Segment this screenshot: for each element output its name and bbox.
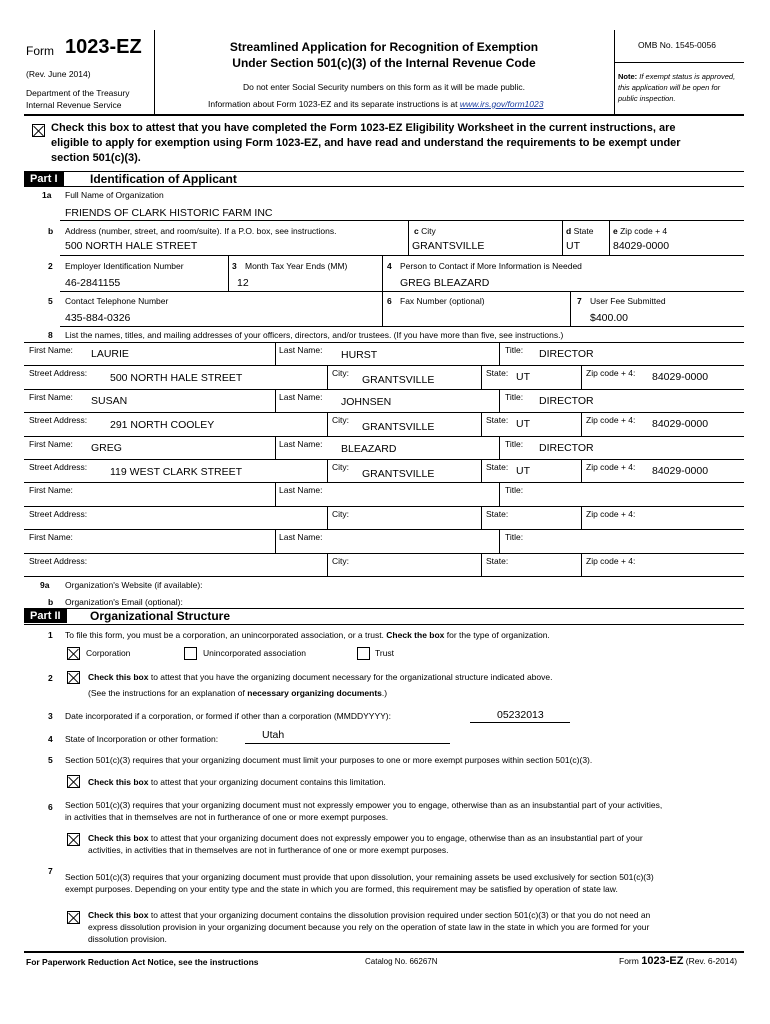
officer-title-field[interactable]: DIRECTOR (539, 348, 594, 360)
line-8-number: 8 (48, 330, 53, 340)
line-9a-number: 9a (40, 580, 50, 590)
p2-line-1-number: 1 (48, 630, 53, 640)
officer-first-name-field[interactable]: GREG (91, 441, 122, 454)
officer-title-field[interactable]: DIRECTOR (539, 394, 594, 407)
officer-state-field[interactable]: UT (516, 418, 530, 431)
officer-state-label: State: (486, 368, 509, 379)
user-fee-label: User Fee Submitted (590, 296, 666, 306)
date-incorporated-label: Date incorporated if a corporation, or formed if other than a corporation (MMDDYYYY): (65, 711, 391, 721)
zip-field[interactable]: 84029-0000 (613, 240, 670, 252)
officer-first-name-label: First Name: (29, 532, 73, 543)
officer-first-name-label: First Name: (29, 345, 73, 355)
trust-label: Trust (375, 648, 395, 658)
officer-title-label: Title: (505, 438, 524, 449)
officer-state-field[interactable]: UT (516, 465, 530, 477)
officer-first-name-label: First Name: (29, 391, 73, 402)
org-type-instruction: To file this form, you must be a corporation, an unincorporated association, or a trust. Check the box for the type of organization. (65, 630, 550, 640)
officer-zip-field[interactable]: 84029-0000 (652, 465, 709, 477)
line-7-number: 7 (577, 296, 582, 306)
address-field[interactable]: 500 NORTH HALE STREET (65, 240, 198, 252)
officer-state-label: State: (486, 462, 509, 472)
part-2-tag: Part II (24, 609, 67, 623)
note-line-2: this application will be open for (618, 83, 721, 92)
tax-year-label: Month Tax Year Ends (MM) (245, 261, 348, 271)
officer-street-field[interactable]: 500 NORTH HALE STREET (110, 372, 243, 385)
phone-label: Contact Telephone Number (65, 296, 169, 306)
catalog-number: Catalog No. 66267N (365, 957, 438, 966)
officer-street-label: Street Address: (29, 368, 88, 379)
p2-line-7-number: 7 (48, 866, 53, 876)
officer-city-field[interactable]: GRANTSVILLE (362, 468, 435, 480)
address-label: Address (number, street, and room/suite). If a P.O. box, see instructions. (65, 226, 337, 236)
email-label: Organization's Email (optional): (65, 597, 183, 607)
officer-title-label: Title: (505, 532, 524, 543)
p2-line-2-number: 2 (48, 673, 53, 683)
officer-street-field[interactable]: 119 WEST CLARK STREET (110, 466, 243, 478)
tax-year-field[interactable]: 12 (237, 277, 249, 289)
state-label: d State (566, 226, 594, 236)
department-line-1: Department of the Treasury (26, 88, 130, 98)
zip-label: e Zip code + 4 (613, 226, 668, 236)
officer-title-label: Title: (505, 391, 524, 402)
officer-state-label: State: (486, 555, 509, 566)
unincorporated-association-checkbox[interactable] (184, 647, 197, 660)
officer-last-name-field[interactable]: JOHNSEN (341, 395, 392, 408)
date-incorporated-field[interactable]: 05232013 (497, 709, 544, 721)
officer-title-label: Title: (505, 345, 524, 355)
officers-label: List the names, titles, and mailing addresses of your officers, directors, and/or trustees. (If you have more than five, see instructions.) (65, 330, 564, 340)
part-1-tag: Part I (24, 172, 64, 186)
line-6-number: 6 (387, 296, 392, 306)
revision-date: (Rev. June 2014) (26, 69, 91, 79)
p2-line-4-number: 4 (48, 734, 53, 744)
line-4-number: 4 (387, 261, 392, 271)
line-3-number: 3 (232, 261, 237, 271)
officer-street-label: Street Address: (29, 415, 88, 426)
org-name-field[interactable]: FRIENDS OF CLARK HISTORIC FARM INC (65, 207, 273, 219)
contact-person-label: Person to Contact if More Information is Needed (400, 261, 582, 271)
officer-first-name-field[interactable]: SUSAN (91, 394, 128, 407)
no-empower-checkbox[interactable] (67, 833, 80, 846)
fax-label: Fax Number (optional) (400, 296, 485, 306)
p2-line-5-number: 5 (48, 755, 53, 765)
officer-city-field[interactable]: GRANTSVILLE (362, 374, 435, 387)
unincorporated-association-label: Unincorporated association (203, 648, 307, 658)
info-text: Information about Form 1023-EZ and its separate instructions is at (208, 99, 458, 109)
officer-city-label: City: (332, 415, 349, 426)
officer-city-label: City: (332, 462, 349, 472)
officer-state-field[interactable]: UT (516, 371, 530, 384)
officer-city-field[interactable]: GRANTSVILLE (362, 421, 435, 434)
website-label: Organization's Website (if available): (65, 580, 203, 590)
officer-first-name-label: First Name: (29, 485, 73, 496)
footer-form-id: Form 1023-EZ (Rev. 6-2014) (619, 955, 738, 967)
line-5-number: 5 (48, 296, 53, 306)
form-title-line-1: Streamlined Application for Recognition of Exemption (229, 40, 539, 54)
officer-city-label: City: (332, 368, 349, 379)
officer-last-name-label: Last Name: (279, 485, 323, 496)
department-line-2: Internal Revenue Service (26, 100, 122, 110)
officer-title-field[interactable]: DIRECTOR (539, 441, 594, 454)
state-field[interactable]: UT (566, 240, 580, 252)
state-of-incorporation-label: State of Incorporation or other formation: (65, 734, 219, 744)
purpose-requirement-text: Section 501(c)(3) requires that your organizing document must limit your purposes to one or more exempt purposes within section 501(c)(3). (65, 755, 593, 765)
email-field[interactable] (200, 594, 740, 608)
fax-field[interactable] (400, 308, 565, 324)
city-field[interactable]: GRANTSVILLE (412, 240, 485, 252)
officer-zip-label: Zip code + 4: (586, 368, 636, 379)
officer-last-name-label: Last Name: (279, 391, 323, 402)
empower-requirement-text: Section 501(c)(3) requires that your organizing document must not expressly empower you to engage, otherwise than as an insubstantial part of your activities, in activities that in themselves are not in furtherance of one or more exempt purposes. (65, 800, 663, 822)
officer-first-name-field[interactable]: LAURIE (91, 348, 129, 360)
part-1-title: Identification of Applicant (90, 172, 237, 186)
officer-zip-field[interactable]: 84029-0000 (652, 371, 709, 384)
line-1a-number: 1a (42, 190, 52, 200)
note-line-1: If exempt status is approved, (639, 72, 736, 81)
trust-checkbox[interactable] (357, 647, 370, 660)
line-1b-number: b (48, 226, 54, 236)
officer-street-field[interactable]: 291 NORTH COOLEY (110, 419, 215, 432)
ein-field[interactable]: 46-2841155 (65, 277, 121, 289)
ssn-notice: Do not enter Social Security numbers on this form as it will be made public. (242, 82, 526, 92)
officer-state-label: State: (486, 415, 509, 426)
dissolution-requirement-text: Section 501(c)(3) requires that your organizing document must provide that upon dissolution, your remaining assets be used exclusively for section 501(c)(3) exempt purposes. Depending on your entity type and the state in which you are formed, this requirement may be satisfied by operation of state law. (65, 872, 654, 894)
officer-city-label: City: (332, 555, 349, 566)
no-empower-text: Check this box to attest that your organizing document does not expressly empower you to engage, otherwise than as an insubstantial part of your activities, in activities that in themselves are not in furtherance of one or more exempt purposes. (88, 833, 643, 855)
officer-title-label: Title: (505, 485, 524, 496)
form-number: 1023-EZ (65, 36, 142, 58)
city-label: c City (414, 226, 436, 236)
eligibility-attest-text: Check this box to attest that you have completed the Form 1023-EZ Eligibility Worksheet in the current instructions, are eligible to apply for exemption using Form 1023-EZ, and have read and understand the requirements to be exempt under section 501(c)(3). (51, 122, 681, 164)
form-label: Form (26, 44, 54, 58)
info-link[interactable]: www.irs.gov/form1023 (459, 99, 544, 109)
purpose-limitation-text: Check this box to attest that your organizing document contains this limitation. (88, 777, 386, 787)
officer-state-label: State: (486, 508, 509, 519)
officer-last-name-label: Last Name: (279, 438, 323, 449)
form-title-line-2: Under Section 501(c)(3) of the Internal Revenue Code (232, 56, 536, 70)
officer-last-name-field[interactable]: HURST (341, 349, 378, 361)
public-inspection-note (618, 71, 735, 104)
purpose-limitation-checkbox[interactable] (67, 775, 80, 788)
eligibility-attest-checkbox[interactable] (32, 124, 45, 137)
website-field[interactable] (220, 577, 740, 591)
organizing-document-checkbox[interactable] (67, 671, 80, 684)
contact-person-field[interactable]: GREG BLEAZARD (400, 277, 490, 289)
organizing-document-text: Check this box to attest that you have the organizing document necessary for the organizational structure indicated above. (See the instructions for an explanation of necessary organizing documents.) (88, 672, 553, 698)
part-2-title: Organizational Structure (90, 609, 231, 623)
officer-zip-label: Zip code + 4: (586, 508, 636, 519)
note-line-3: public inspection. (618, 94, 676, 103)
org-name-label: Full Name of Organization (65, 190, 164, 200)
ein-label: Employer Identification Number (65, 261, 184, 271)
officer-last-name-label: Last Name: (279, 532, 323, 543)
note-label: Note: (618, 72, 638, 81)
officer-zip-label: Zip code + 4: (586, 462, 636, 472)
officer-street-label: Street Address: (29, 508, 88, 519)
info-line (208, 99, 543, 109)
officer-last-name-label: Last Name: (279, 345, 323, 355)
paperwork-notice: For Paperwork Reduction Act Notice, see the instructions (26, 957, 259, 967)
officer-street-label: Street Address: (29, 462, 88, 472)
dissolution-provision-text: Check this box to attest that your organizing document contains the dissolution provision required under section 501(c)(3) or that you do not need an express dissolution provision in your organizing document because you rely on the operation of state law in the state in which you are formed for your dissolution provision. (88, 910, 651, 944)
line-9b-number: b (48, 597, 54, 607)
officer-zip-field[interactable]: 84029-0000 (652, 418, 709, 431)
state-of-incorporation-field[interactable]: Utah (262, 729, 285, 741)
omb-number: OMB No. 1545-0056 (638, 40, 716, 50)
officer-street-label: Street Address: (29, 555, 88, 566)
officer-city-label: City: (332, 508, 349, 519)
p2-line-6-number: 6 (48, 802, 53, 812)
corporation-checkbox[interactable] (67, 647, 80, 660)
p2-line-3-number: 3 (48, 711, 53, 721)
dissolution-provision-checkbox[interactable] (67, 911, 80, 924)
officer-last-name-field[interactable]: BLEAZARD (341, 442, 397, 455)
officer-first-name-label: First Name: (29, 438, 73, 449)
officer-zip-label: Zip code + 4: (586, 415, 636, 426)
line-2-number: 2 (48, 261, 53, 271)
user-fee-field[interactable]: $400.00 (590, 312, 628, 324)
officer-zip-label: Zip code + 4: (586, 555, 636, 566)
phone-field[interactable]: 435-884-0326 (65, 312, 131, 324)
corporation-label: Corporation (86, 648, 131, 658)
